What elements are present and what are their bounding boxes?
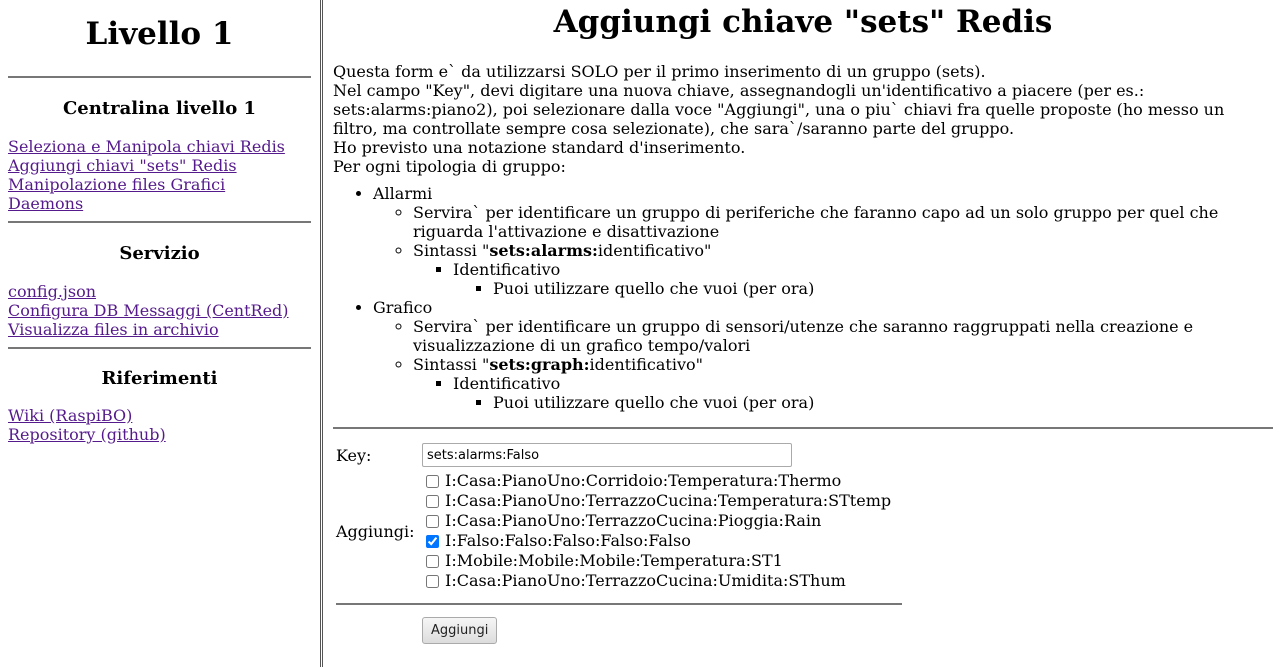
link-manipolazione-grafici[interactable]: Manipolazione files Grafici: [8, 175, 226, 194]
option-row: I:Casa:PianoUno:TerrazzoCucina:Temperatura:STtemp: [422, 491, 902, 511]
intro-line: Questa form e` da utilizzarsi SOLO per il primo inserimento di un gruppo (sets).: [333, 62, 986, 81]
main-content: [333, 0, 1273, 667]
section-links-riferimenti: [8, 406, 311, 444]
sidebar: [0, 0, 319, 667]
option-checkbox[interactable]: [426, 575, 439, 588]
option-checkbox[interactable]: [426, 475, 439, 488]
option-checkbox[interactable]: [426, 535, 439, 548]
option-row: I:Casa:PianoUno:TerrazzoCucina:Pioggia:Rain: [422, 511, 902, 531]
section-title-servizio: Servizio: [119, 243, 200, 264]
intro-line: Ho previsto una notazione standard d'inserimento.: [333, 138, 746, 157]
group-description: ◦ Servira` per identificare un gruppo di periferiche che faranno capo ad un solo gruppo per quel che riguarda l'attivazione e disattivazione: [413, 203, 1273, 241]
intro-line: Per ogni tipologia di gruppo:: [333, 157, 566, 176]
key-input[interactable]: [422, 443, 792, 467]
option-row: I:Casa:PianoUno:TerrazzoCucina:Umidita:SThum: [422, 571, 902, 591]
section-links-centralina: [8, 137, 311, 213]
link-config-json[interactable]: config.json: [8, 282, 97, 301]
options-list: [419, 471, 905, 591]
add-label: Aggiungi:: [336, 521, 415, 541]
section-links-servizio: [8, 282, 311, 339]
option-checkbox[interactable]: [426, 555, 439, 568]
group-item-grafico: [373, 298, 1273, 412]
divider: [8, 76, 311, 78]
page-title: Aggiungi chiave "sets" Redis: [553, 4, 1053, 40]
group-description: ◦ Servira` per identificare un gruppo di sensori/utenze che saranno raggruppati nella creazione e visualizzazione di un grafico tempo/valori: [413, 317, 1273, 355]
divider: [333, 427, 1273, 429]
group-item-allarmi: [373, 184, 1273, 298]
intro-line: Nel campo "Key", devi digitare una nuova chiave, assegnandogli un'identificativo a piacere (per es.: sets:alarms:piano2), poi selezionare dalla voce "Aggiungi", una o piu` chiavi fra quelle proposte (ho messo un filtro, ma controllate sempre cosa selezionate), che sara`/saranno parte del gruppo.: [333, 81, 1225, 138]
group-syntax: ◦ Sintassi "sets:graph:identificativo" ▪ Identificativo ▪ Puoi utilizzare quello che vuoi (per ora): [413, 355, 1273, 412]
add-sets-form: [333, 439, 905, 644]
group-list: [333, 184, 1273, 412]
group-name: Allarmi: [373, 184, 433, 203]
link-seleziona-manipola[interactable]: Seleziona e Manipola chiavi Redis: [8, 137, 285, 156]
key-label: Key:: [336, 445, 372, 465]
sidebar-title: Livello 1: [85, 16, 234, 52]
divider: [8, 347, 311, 349]
link-repository-github[interactable]: Repository (github): [8, 425, 166, 444]
link-aggiungi-sets[interactable]: Aggiungi chiavi "sets" Redis: [8, 156, 237, 175]
frame-divider[interactable]: [320, 0, 323, 667]
section-title-centralina: Centralina livello 1: [62, 98, 257, 119]
identifier-label: ▪ Identificativo ▪ Puoi utilizzare quello che vuoi (per ora): [453, 260, 1273, 298]
link-visualizza-archivio[interactable]: Visualizza files in archivio: [8, 320, 219, 339]
divider: [8, 221, 311, 223]
identifier-label: ▪ Identificativo ▪ Puoi utilizzare quello che vuoi (per ora): [453, 374, 1273, 412]
link-wiki-raspibo[interactable]: Wiki (RaspiBO): [8, 406, 133, 425]
link-configura-db-messaggi[interactable]: Configura DB Messaggi (CentRed): [8, 301, 289, 320]
option-checkbox[interactable]: [426, 515, 439, 528]
group-name: Grafico: [373, 298, 433, 317]
identifier-note: ▪ Puoi utilizzare quello che vuoi (per ora): [493, 279, 1273, 298]
option-row: I:Falso:Falso:Falso:Falso:Falso: [422, 531, 902, 551]
add-button[interactable]: Aggiungi: [422, 617, 497, 644]
section-title-riferimenti: Riferimenti: [101, 368, 218, 389]
option-row: I:Mobile:Mobile:Mobile:Temperatura:ST1: [422, 551, 902, 571]
link-daemons[interactable]: Daemons: [8, 194, 84, 213]
group-syntax: ◦ Sintassi "sets:alarms:identificativo" ▪ Identificativo ▪ Puoi utilizzare quello che vuoi (per ora): [413, 241, 1273, 298]
option-checkbox[interactable]: [426, 495, 439, 508]
option-row: I:Casa:PianoUno:Corridoio:Temperatura:Thermo: [422, 471, 902, 491]
identifier-note: ▪ Puoi utilizzare quello che vuoi (per ora): [493, 393, 1273, 412]
